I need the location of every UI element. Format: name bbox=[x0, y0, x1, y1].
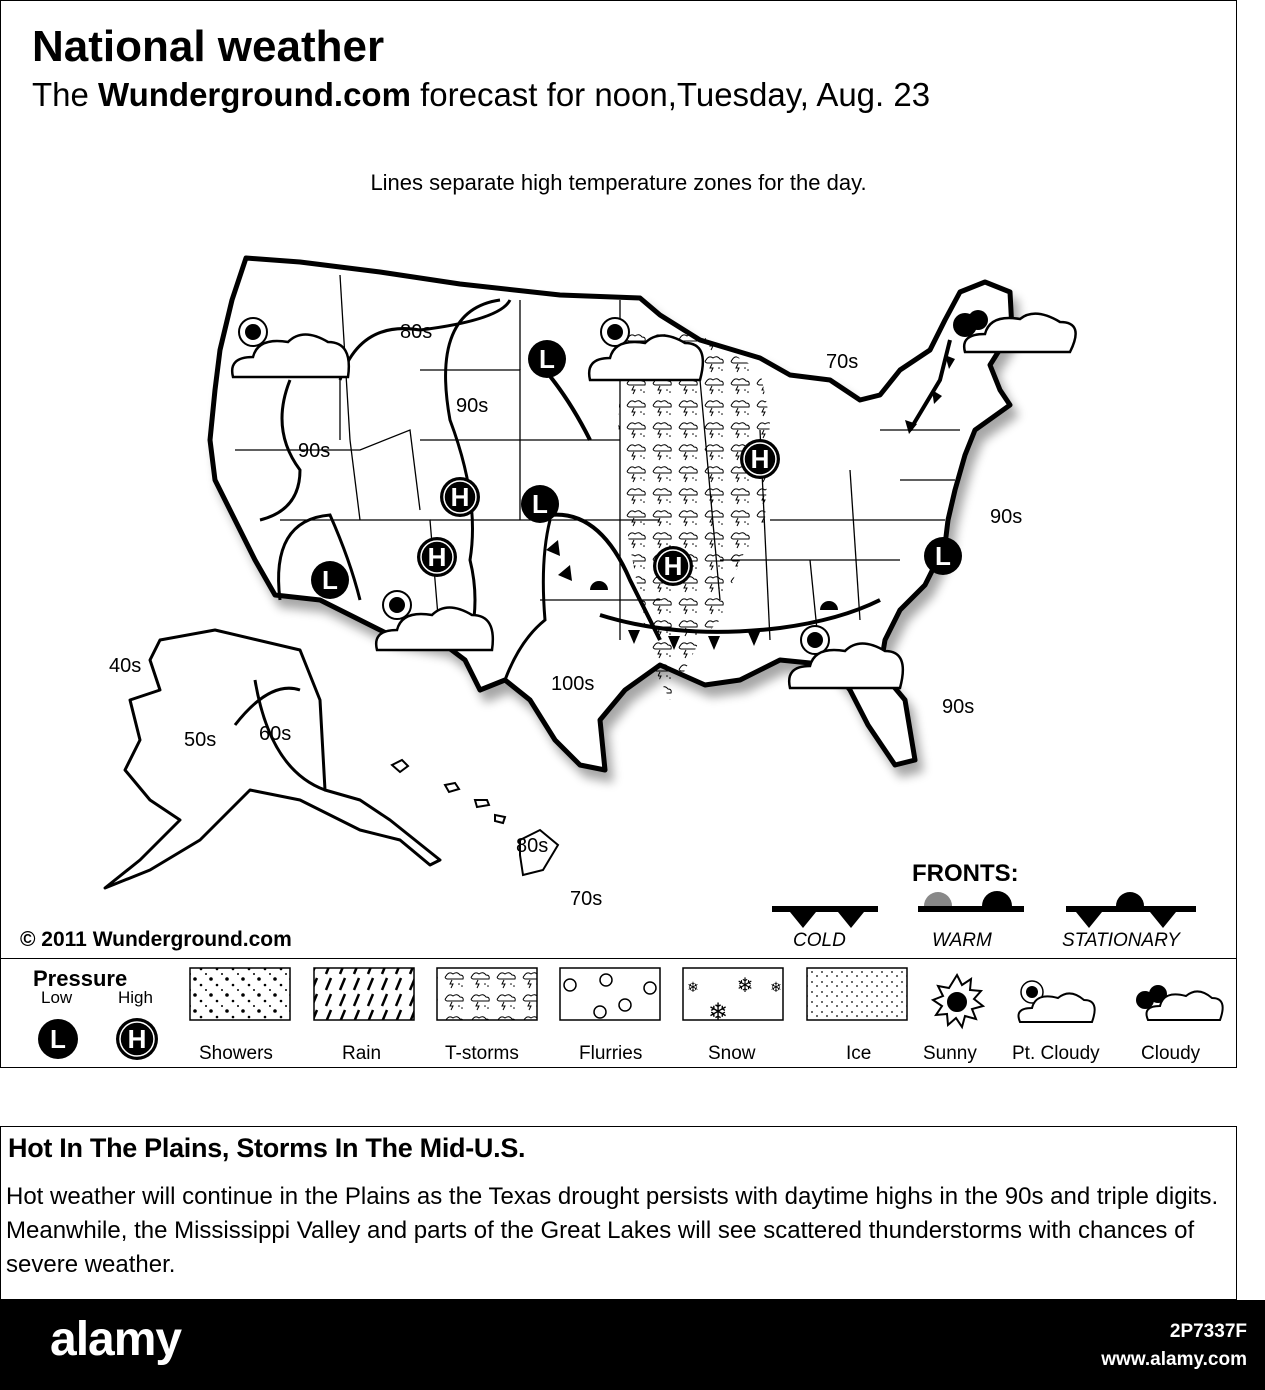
low-pressure-symbol bbox=[924, 537, 962, 575]
low-pressure-symbol bbox=[528, 340, 566, 378]
alamy-logo: alamy bbox=[50, 1313, 182, 1366]
svg-text:40s: 40s bbox=[109, 655, 142, 677]
svg-text:H: H bbox=[750, 444, 770, 474]
svg-text:L: L bbox=[935, 541, 951, 571]
legend-label-snow: Snow bbox=[708, 1043, 756, 1064]
svg-text:H: H bbox=[127, 1024, 147, 1054]
low-pressure-symbol bbox=[311, 561, 349, 599]
pressure-high-label: High bbox=[118, 988, 153, 1007]
svg-text:❄: ❄ bbox=[736, 975, 754, 997]
legend-label-sunny: Sunny bbox=[923, 1043, 977, 1064]
high-pressure-symbol bbox=[653, 546, 693, 586]
svg-text:100s: 100s bbox=[551, 673, 595, 695]
cold-front-label: COLD bbox=[793, 930, 846, 951]
svg-text:90s: 90s bbox=[942, 696, 975, 718]
svg-text:L: L bbox=[532, 489, 548, 519]
legend-label-flurries: Flurries bbox=[579, 1043, 643, 1064]
svg-text:80s: 80s bbox=[516, 835, 549, 857]
stationary-front-label: STATIONARY bbox=[1062, 930, 1180, 951]
fronts-legend-symbols bbox=[772, 891, 1196, 928]
alamy-image-id: 2P7337F www.alamy.com bbox=[1101, 1321, 1247, 1370]
svg-text:80s: 80s bbox=[400, 321, 433, 343]
svg-text:50s: 50s bbox=[184, 729, 217, 751]
story-body: Hot weather will continue in the Plains as the Texas drought persists with daytime highs in the 90s and triple digits. Meanwhile, the Mississippi Valley and parts of the Great Lakes will see scattered thunderstorms with chances of severe weather. bbox=[6, 1183, 1219, 1278]
legend-label-showers: Showers bbox=[199, 1043, 273, 1064]
pressure-low-label: Low bbox=[41, 988, 73, 1007]
map-subtitle: The Wunderground.com forecast for noon,Tuesday, Aug. 23 bbox=[32, 76, 931, 113]
svg-text:L: L bbox=[50, 1024, 66, 1054]
legend-label-tstorms: T-storms bbox=[445, 1043, 519, 1064]
low-pressure-symbol bbox=[521, 485, 559, 523]
alaska-outline bbox=[105, 630, 440, 888]
legend-label-rain: Rain bbox=[342, 1043, 382, 1064]
svg-text:L: L bbox=[322, 565, 338, 595]
map-note: Lines separate high temperature zones for the day. bbox=[370, 170, 867, 195]
svg-text:L: L bbox=[539, 344, 555, 374]
svg-text:H: H bbox=[450, 482, 470, 512]
svg-text:❄: ❄ bbox=[770, 979, 782, 995]
pressure-title: Pressure bbox=[33, 966, 128, 991]
cold-front-symbol bbox=[772, 906, 878, 928]
warm-front-label: WARM bbox=[932, 930, 992, 951]
fronts-title: FRONTS: bbox=[912, 860, 1019, 887]
legend-label-ice: Ice bbox=[846, 1043, 872, 1064]
svg-text:90s: 90s bbox=[456, 395, 489, 417]
svg-text:H: H bbox=[427, 542, 447, 572]
svg-text:70s: 70s bbox=[826, 351, 859, 373]
svg-text:70s: 70s bbox=[570, 888, 603, 910]
svg-text:90s: 90s bbox=[298, 440, 331, 462]
map-title: National weather bbox=[32, 22, 385, 71]
svg-text:❄: ❄ bbox=[687, 979, 699, 995]
svg-text:❄: ❄ bbox=[707, 999, 729, 1026]
legend-label-cloudy: Cloudy bbox=[1141, 1043, 1201, 1064]
high-pressure-symbol bbox=[417, 537, 457, 577]
cloudy-icon bbox=[953, 310, 1076, 352]
svg-text:H: H bbox=[663, 551, 683, 581]
svg-text:90s: 90s bbox=[990, 506, 1023, 528]
stationary-front-symbol bbox=[1066, 892, 1196, 928]
high-pressure-symbol bbox=[440, 477, 480, 517]
story-headline: Hot In The Plains, Storms In The Mid-U.S. bbox=[8, 1133, 526, 1163]
legend-label-pt-cloudy: Pt. Cloudy bbox=[1012, 1043, 1100, 1064]
hawaii-islands bbox=[392, 760, 558, 875]
copyright: © 2011 Wunderground.com bbox=[20, 928, 292, 951]
high-pressure-symbol bbox=[740, 439, 780, 479]
watermark-bar bbox=[0, 1300, 1265, 1390]
svg-text:60s: 60s bbox=[259, 723, 292, 745]
warm-front-symbol bbox=[918, 891, 1024, 912]
